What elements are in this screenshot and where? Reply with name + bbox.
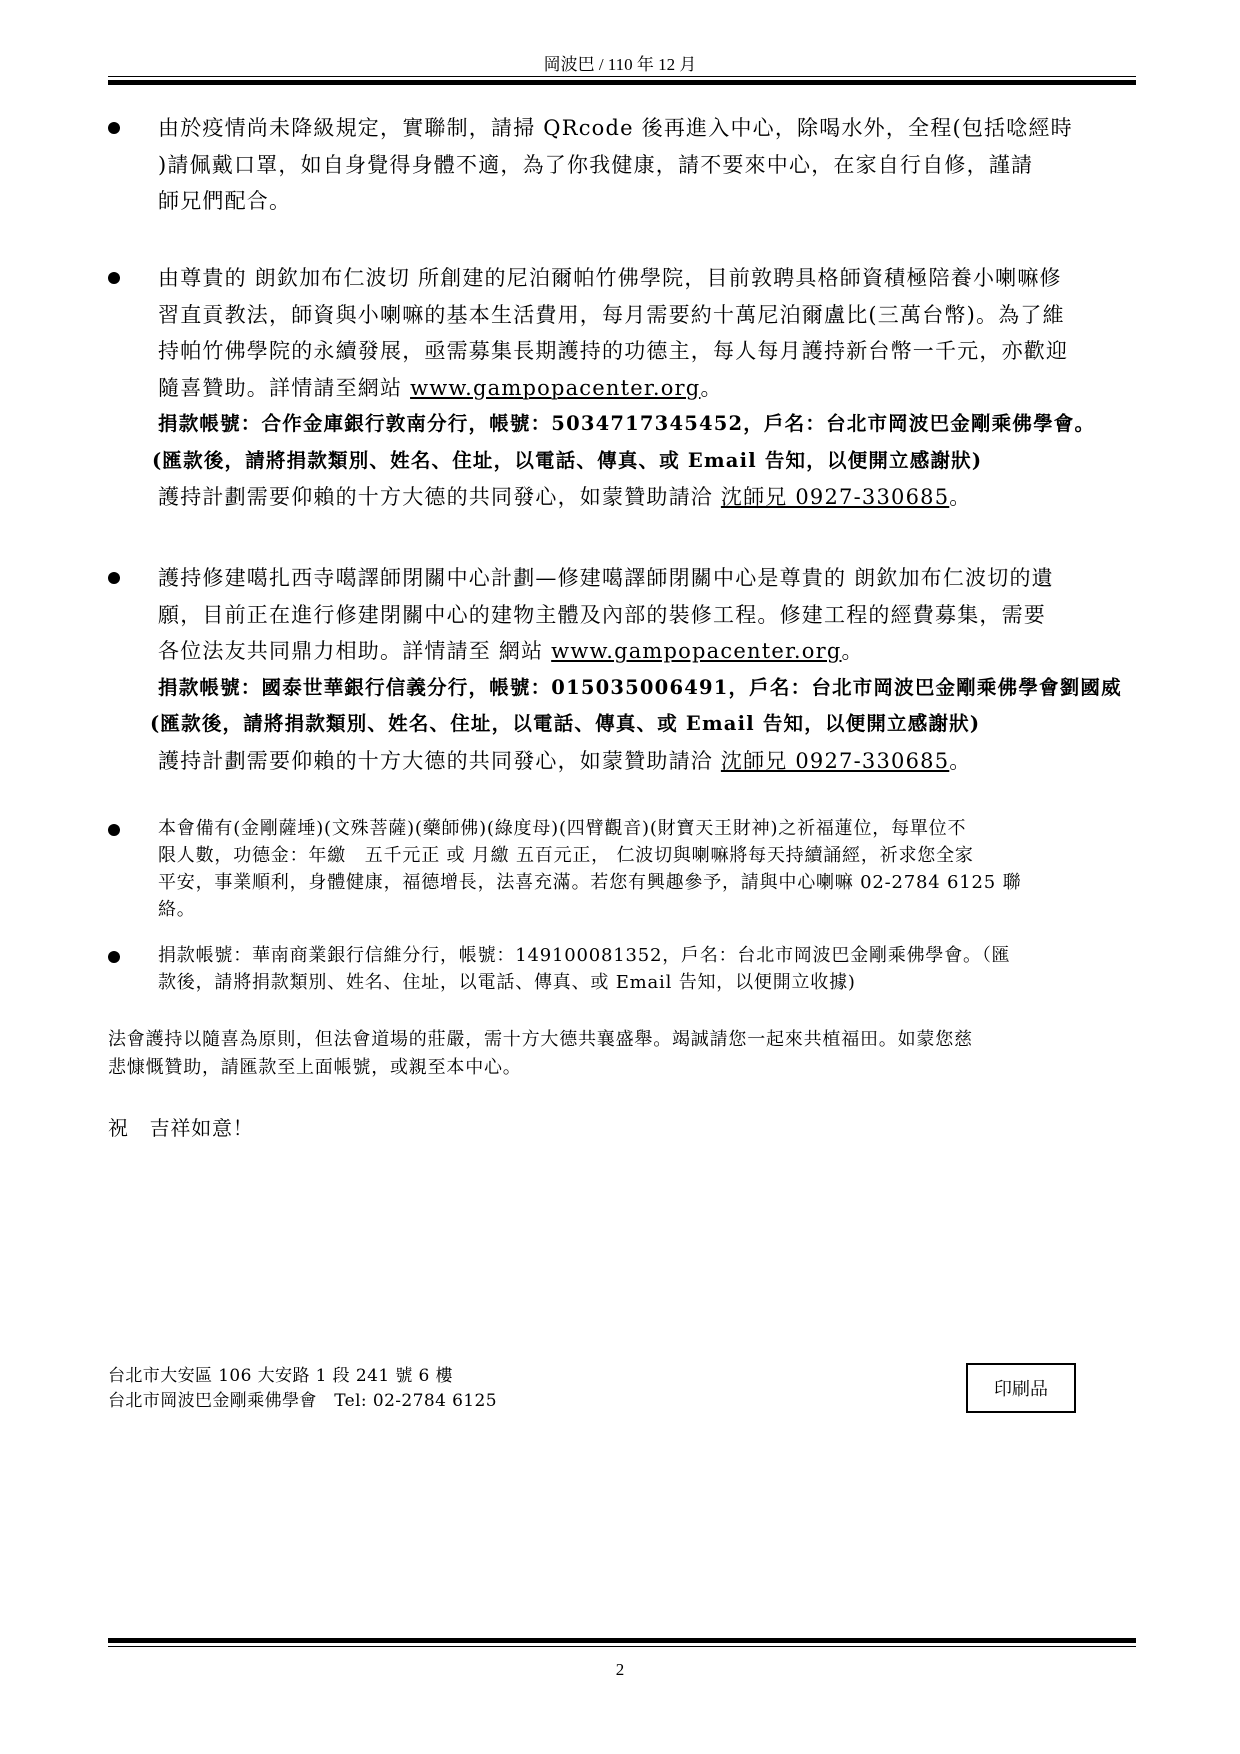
- text-segment: 。: [700, 375, 723, 400]
- website-link[interactable]: www.gampopacenter.org: [410, 375, 701, 400]
- footer-rule-thin: [108, 1646, 1136, 1647]
- page-number: 2: [615, 1660, 625, 1679]
- text-segment: 。: [949, 485, 972, 509]
- text-line: 願，目前正在進行修建閉關中心的建物主體及內部的裝修工程。修建工程的經費募集，需要: [158, 602, 1046, 627]
- text-line: 法會護持以隨喜為原則，但法會道場的莊嚴，需十方大德共襄盛舉。竭誠請您一起來共植福田。如蒙您慈: [108, 1029, 973, 1050]
- notice-item-retreat-center: [150, 560, 1168, 779]
- text-line: 絡。: [158, 899, 196, 920]
- text-line: )請佩戴口罩，如自身覺得身體不適，為了你我健康，請不要來中心，在家自行自修，謹請: [158, 152, 1034, 177]
- text-line: 習直貢教法，師資與小喇嘛的基本生活費用，每月需要約十萬尼泊爾盧比(三萬台幣)。為了維: [158, 302, 1065, 327]
- notice-item-covid: [158, 110, 1168, 220]
- printed-matter-stamp: 印刷品: [966, 1363, 1076, 1413]
- bullet-icon: [108, 951, 120, 963]
- bullet-icon: [108, 572, 120, 584]
- notice-item-prayer-lamps: [158, 815, 1168, 923]
- text-segment: 各位法友共同鼎力相助。詳情請至 網站: [158, 639, 552, 663]
- text-segment: 。: [949, 748, 972, 773]
- text-line: [158, 370, 1168, 407]
- notice-item-donation-account: [158, 942, 1168, 996]
- text-segment: 護持計劃需要仰賴的十方大德的共同發心，如蒙贊助請洽: [158, 485, 721, 509]
- org-tel-line: 台北市岡波巴金剛乘佛學會 Tel: 02-2784 6125: [108, 1391, 497, 1411]
- remit-note: (匯款後，請將捐款類別、姓名、住址，以電話、傳真、或 Email 告知，以便開立感謝狀): [152, 448, 983, 472]
- text-segment: 隨喜贊助。詳情請至網站: [158, 375, 411, 400]
- closing-paragraph: [108, 1026, 1158, 1082]
- text-segment: 。: [841, 639, 864, 663]
- bullet-icon: [108, 122, 120, 134]
- header-rule-thin: [108, 76, 1136, 77]
- text-line: 限人數，功德金：年繳 五千元正 或 月繳 五百元正， 仁波切與喇嘛將每天持續誦經，祈求您全家: [158, 845, 974, 866]
- text-line: [158, 633, 1168, 670]
- text-line: 由尊貴的 朗欽加布仁波切 所創建的尼泊爾帕竹佛學院，目前敦聘具格師資積極陪養小喇嘛修: [158, 266, 1062, 290]
- header-rule-thick: [108, 80, 1136, 85]
- bullet-icon: [108, 824, 120, 836]
- text-line: 持帕竹佛學院的永續發展，亟需募集長期護持的功德主，每人每月護持新台幣一千元，亦歡迎: [158, 339, 1069, 363]
- text-line: 本會備有(金剛薩埵)(文殊菩薩)(藥師佛)(綠度母)(四臂觀音)(財寶天王財神)之祈福蓮位，每單位不: [158, 818, 967, 839]
- text-line: 平安，事業順利，身體健康，福德增長，法喜充滿。若您有興趣參予，請與中心喇嘛 02-2784 6125 聯: [158, 872, 1022, 893]
- account-line: 捐款帳號：合作金庫銀行敦南分行，帳號：5034717345452，戶名：台北市岡波巴金剛乘佛學會。: [158, 412, 1096, 435]
- text-line: 護持修建噶扎西寺噶譯師閉關中心計劃—修建噶譯師閉關中心是尊貴的 朗欽加布仁波切的遺: [158, 566, 1054, 590]
- address-line: 台北市大安區 106 大安路 1 段 241 號 6 樓: [108, 1366, 453, 1386]
- page-header: 岡波巴 / 110 年 12 月: [543, 55, 697, 74]
- blessing: 祝 吉祥如意！: [108, 1116, 254, 1140]
- bullet-icon: [108, 272, 120, 284]
- website-link[interactable]: www.gampopacenter.org: [551, 639, 842, 663]
- text-line: 悲慷慨贊助，請匯款至上面帳號，或親至本中心。: [108, 1057, 522, 1078]
- text-line: 由於疫情尚未降級規定，實聯制，請掃 QRcode 後再進入中心，除喝水外，全程(包括唸經時: [158, 116, 1073, 140]
- text-segment: 護持計劃需要仰賴的十方大德的共同發心，如蒙贊助請洽: [158, 748, 721, 773]
- footer-address-block: [108, 1364, 497, 1414]
- text-line: 捐款帳號：華南商業銀行信維分行，帳號：149100081352，戶名：台北市岡波巴金剛乘佛學會。（匯: [158, 945, 1011, 966]
- text-line: 師兄們配合。: [158, 189, 292, 213]
- text-line: [158, 743, 1168, 780]
- text-line: 款後，請將捐款類別、姓名、住址，以電話、傳真、或 Email 告知，以便開立收據): [158, 972, 856, 993]
- contact-person: 沈師兄 0927-330685: [720, 485, 950, 509]
- account-line: 捐款帳號：國泰世華銀行信義分行，帳號：015035006491，戶名：台北市岡波巴金剛乘佛學會劉國威: [158, 675, 1122, 699]
- remit-note: (匯款後，請將捐款類別、姓名、住址，以電話、傳真、或 Email 告知，以便開立感謝狀): [150, 712, 981, 735]
- contact-person: 沈師兄 0927-330685: [720, 748, 950, 773]
- notice-item-institute: [152, 260, 1168, 516]
- footer-rule-thick: [108, 1638, 1136, 1643]
- text-line: [158, 479, 1168, 516]
